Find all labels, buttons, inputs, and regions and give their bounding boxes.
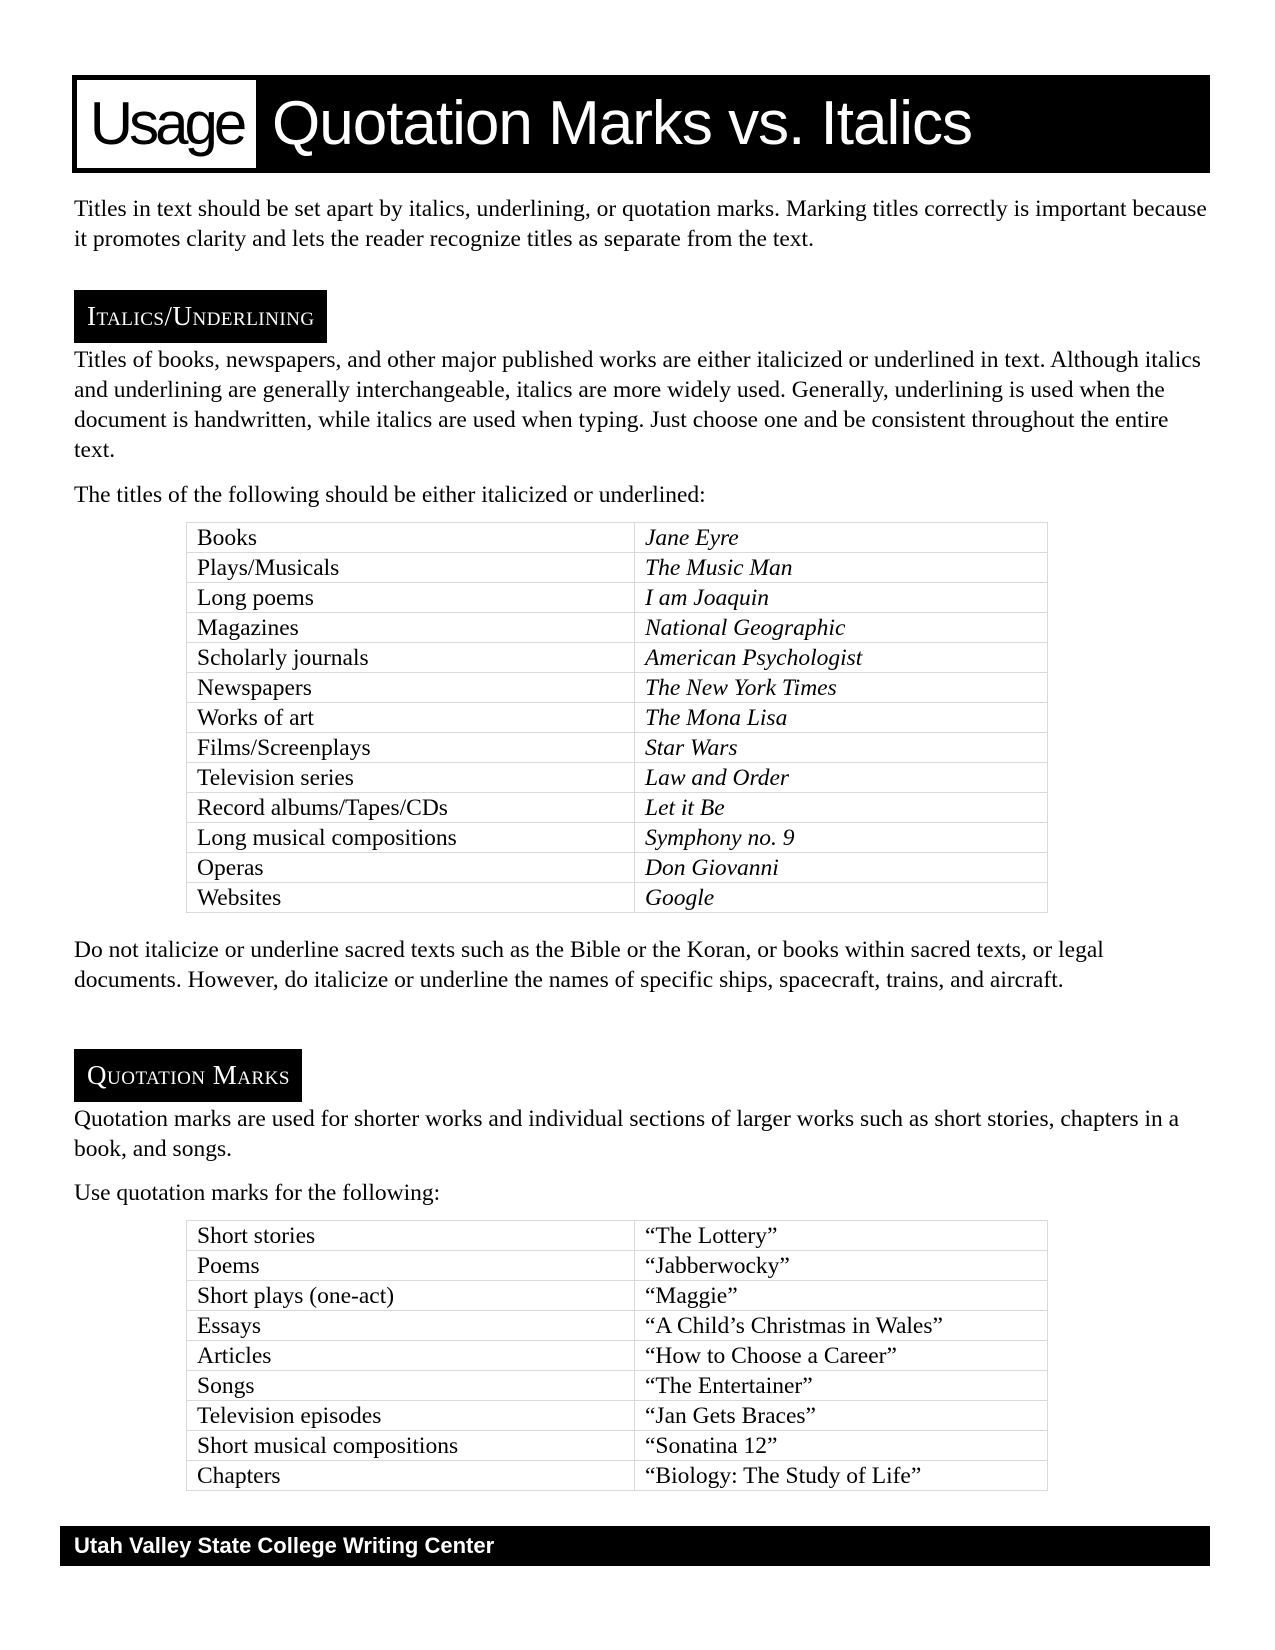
footer-bar: Utah Valley State College Writing Center	[60, 1526, 1210, 1566]
table-cell-example: Jane Eyre	[635, 523, 1048, 553]
table-row	[187, 1251, 1048, 1281]
table-row	[187, 1221, 1048, 1251]
table-row	[187, 613, 1048, 643]
table-row	[187, 643, 1048, 673]
table-cell-example: The Music Man	[635, 553, 1048, 583]
table-row	[187, 1281, 1048, 1311]
title-category-label: Usage	[75, 78, 258, 170]
table-row	[187, 523, 1048, 553]
table-cell-category: Songs	[187, 1371, 635, 1401]
italics-lead-in: The titles of the following should be either italicized or underlined:	[74, 482, 706, 508]
section-heading-quotation: Quotation Marks	[74, 1049, 302, 1102]
table-row	[187, 1341, 1048, 1371]
table-cell-category: Films/Screenplays	[187, 733, 635, 763]
table-cell-example: “Jabberwocky”	[635, 1251, 1048, 1281]
table-cell-category: Short musical compositions	[187, 1431, 635, 1461]
table-cell-example: “A Child’s Christmas in Wales”	[635, 1311, 1048, 1341]
table-row	[187, 853, 1048, 883]
table-cell-example: I am Joaquin	[635, 583, 1048, 613]
italics-table	[186, 522, 1048, 913]
table-cell-category: Television episodes	[187, 1401, 635, 1431]
table-cell-category: Long musical compositions	[187, 823, 635, 853]
table-row	[187, 1311, 1048, 1341]
quotation-paragraph: Quotation marks are used for shorter works and individual sections of larger works such as short stories, chapters in a book, and songs.	[74, 1106, 1180, 1162]
table-cell-category: Television series	[187, 763, 635, 793]
table-cell-category: Plays/Musicals	[187, 553, 635, 583]
table-cell-category: Poems	[187, 1251, 635, 1281]
table-cell-example: “Sonatina 12”	[635, 1431, 1048, 1461]
table-cell-example: “How to Choose a Career”	[635, 1341, 1048, 1371]
table-cell-example: Let it Be	[635, 793, 1048, 823]
table-cell-example: The New York Times	[635, 673, 1048, 703]
table-cell-category: Magazines	[187, 613, 635, 643]
table-cell-example: Star Wars	[635, 733, 1048, 763]
page-title: Quotation Marks vs. Italics	[272, 89, 973, 158]
table-cell-category: Websites	[187, 883, 635, 913]
table-cell-example: Symphony no. 9	[635, 823, 1048, 853]
table-cell-category: Works of art	[187, 703, 635, 733]
table-row	[187, 823, 1048, 853]
table-cell-category: Newspapers	[187, 673, 635, 703]
table-cell-example: Don Giovanni	[635, 853, 1048, 883]
table-cell-category: Short stories	[187, 1221, 635, 1251]
table-cell-example: “The Entertainer”	[635, 1371, 1048, 1401]
table-row	[187, 1431, 1048, 1461]
table-cell-category: Essays	[187, 1311, 635, 1341]
table-row	[187, 1401, 1048, 1431]
table-cell-category: Books	[187, 523, 635, 553]
table-row	[187, 583, 1048, 613]
table-row	[187, 673, 1048, 703]
table-cell-example: Google	[635, 883, 1048, 913]
table-cell-example: The Mona Lisa	[635, 703, 1048, 733]
table-cell-example: “Jan Gets Braces”	[635, 1401, 1048, 1431]
table-row	[187, 763, 1048, 793]
table-cell-example: “Biology: The Study of Life”	[635, 1461, 1048, 1491]
table-row	[187, 733, 1048, 763]
table-cell-example: American Psychologist	[635, 643, 1048, 673]
table-row	[187, 1371, 1048, 1401]
table-row	[187, 703, 1048, 733]
table-cell-category: Long poems	[187, 583, 635, 613]
section-heading-italics: Italics/Underlining	[74, 290, 327, 343]
italics-note: Do not italicize or underline sacred texts such as the Bible or the Koran, or books within sacred texts, or legal documents. However, do italicize or underline the names of specific ships, spacecraft, trains, and aircraft.	[74, 937, 1104, 993]
italics-paragraph: Titles of books, newspapers, and other major published works are either italicized or underlined in text. Although italics and underlining are generally interchangeable, italics are more widely used. Generally, underlining is used when the document is handwritten, while italics are used when typing. Just choose one and be consistent throughout the entire text.	[74, 347, 1201, 463]
table-cell-example: “Maggie”	[635, 1281, 1048, 1311]
quotation-table	[186, 1220, 1048, 1491]
table-row	[187, 1461, 1048, 1491]
table-cell-category: Operas	[187, 853, 635, 883]
table-cell-example: Law and Order	[635, 763, 1048, 793]
quotation-lead-in: Use quotation marks for the following:	[74, 1180, 441, 1206]
table-cell-category: Chapters	[187, 1461, 635, 1491]
table-cell-category: Short plays (one-act)	[187, 1281, 635, 1311]
table-cell-category: Record albums/Tapes/CDs	[187, 793, 635, 823]
table-cell-example: “The Lottery”	[635, 1221, 1048, 1251]
table-row	[187, 883, 1048, 913]
table-cell-category: Articles	[187, 1341, 635, 1371]
table-cell-example: National Geographic	[635, 613, 1048, 643]
table-row	[187, 793, 1048, 823]
table-row	[187, 553, 1048, 583]
table-cell-category: Scholarly journals	[187, 643, 635, 673]
intro-paragraph: Titles in text should be set apart by italics, underlining, or quotation marks. Marking titles correctly is important because it promotes clarity and lets the reader recognize titles as separate from the text.	[74, 196, 1207, 252]
title-bar	[72, 75, 1210, 173]
